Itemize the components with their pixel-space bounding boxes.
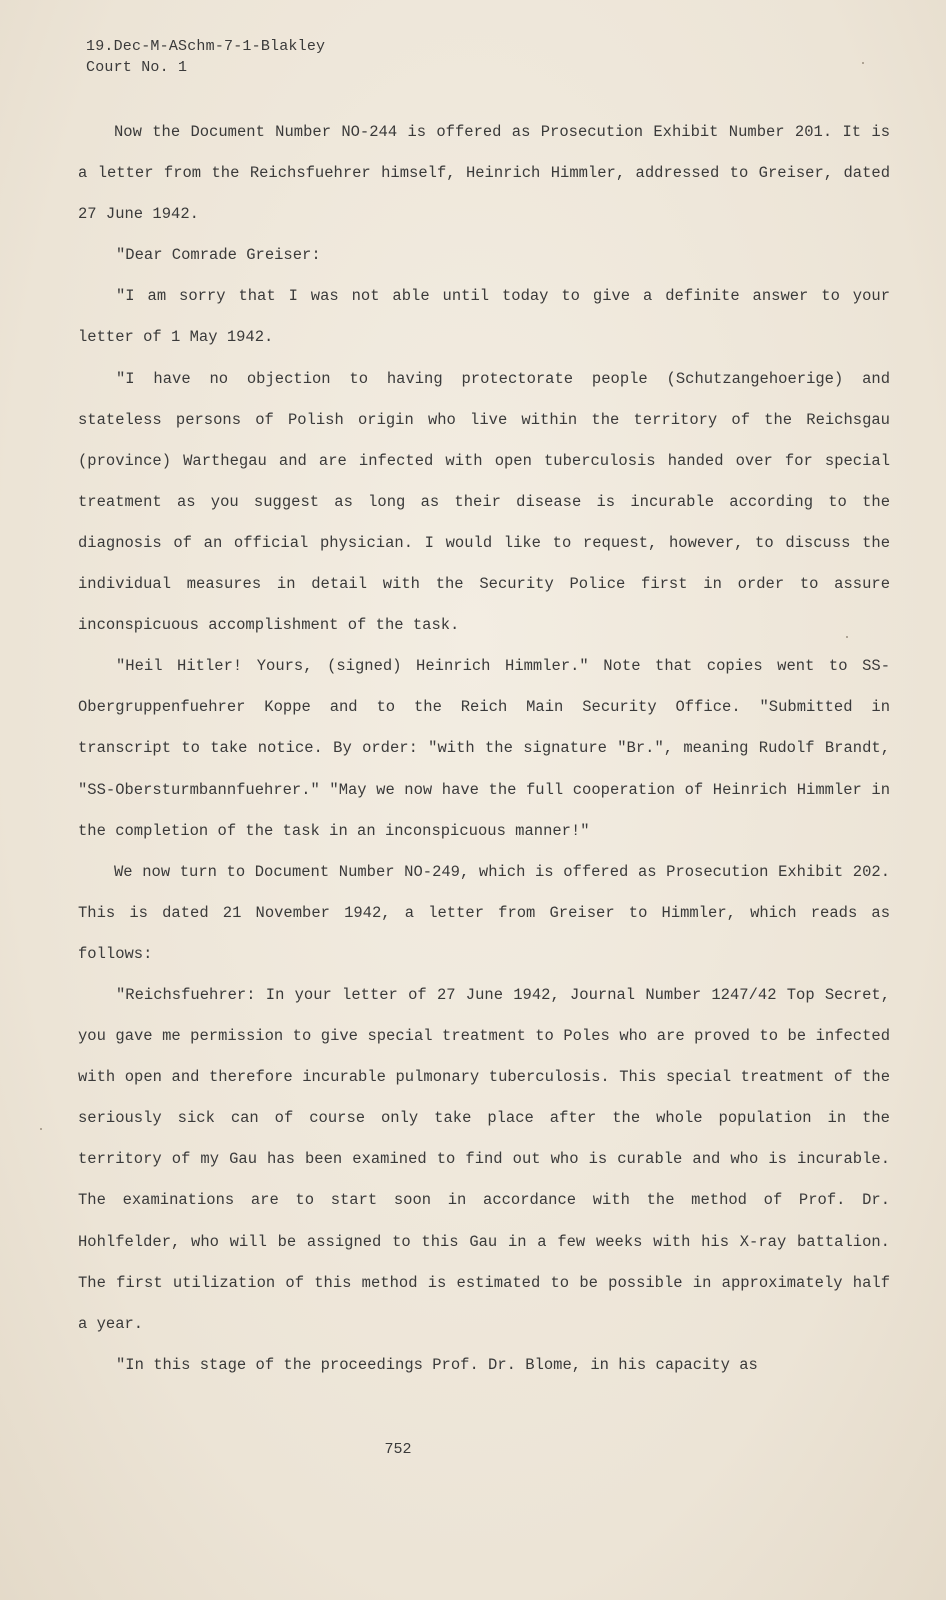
paper-speck: [40, 1128, 42, 1130]
paragraph-exhibit-201: Now the Document Number NO-244 is offered as Prosecution Exhibit Number 201. It is a letter from the Reichsfuehrer himself, Heinrich Himmler, addressed to Greiser, dated 27 June 1942.: [78, 123, 890, 224]
paragraph-greiser-letter: "Reichsfuehrer: In your letter of 27 June 1942, Journal Number 1247/42 Top Secret, you gave me permission to give special treatment to Poles who are proved to be infected with open and therefore incurable pulmonary tuberculosis. This special treatment of the seriously sick can of course only take place after the whole population in the territory of my Gau has been examined to find out who is curable and who is incurable. The examinations are to start soon in accordance with the method of Prof. Dr. Hohlfelder, who will be assigned to this Gau in a few weeks with his X-ray battalion. The first utilization of this method is estimated to be possible in approximately half a year.: [78, 985, 890, 1333]
paragraph-apology: "I am sorry that I was not able until today to give a definite answer to your letter of 1 May 1942.: [78, 287, 890, 347]
transcript-reference: 19.Dec-M-ASchm-7-1-Blakley: [86, 38, 326, 55]
court-number: Court No. 1: [86, 59, 188, 76]
paragraph-exhibit-202: We now turn to Document Number NO-249, which is offered as Prosecution Exhibit 202. This is dated 21 November 1942, a letter from Greiser to Himmler, which reads as follows:: [78, 862, 890, 963]
paper-speck: [846, 636, 848, 638]
page-number: 752: [384, 1441, 412, 1458]
paragraph-no-objection: "I have no objection to having protectorate people (Schutzangehoerige) and stateless persons of Polish origin who live within the territory of the Reichsgau (province) Warthegau and are infected with open tuberculosis handed over for special treatment as you suggest as long as their disease is incurable according to the diagnosis of an official physician. I would like to request, however, to discuss the individual measures in detail with the Security Police first in order to assure inconspicuous accomplishment of the task.: [78, 369, 890, 635]
paragraph-signature: "Heil Hitler! Yours, (signed) Heinrich Himmler." Note that copies went to SS-Obergruppenfuehrer Koppe and to the Reich Main Security Office. "Submitted in transcript to take notice. By order: "with the signature "Br.", meaning Rudolf Brandt, "SS-Obersturmbannfuehrer." "May we now have the full cooperation of Heinrich Himmler in the completion of the task in an inconspicuous manner!": [78, 657, 890, 840]
paragraph-salutation: "Dear Comrade Greiser:: [116, 246, 321, 265]
paragraph-blome: "In this stage of the proceedings Prof. Dr. Blome, in his capacity as: [116, 1355, 758, 1374]
document-body: [78, 112, 890, 1386]
paper-speck: [862, 62, 864, 64]
document-header: [86, 36, 325, 78]
